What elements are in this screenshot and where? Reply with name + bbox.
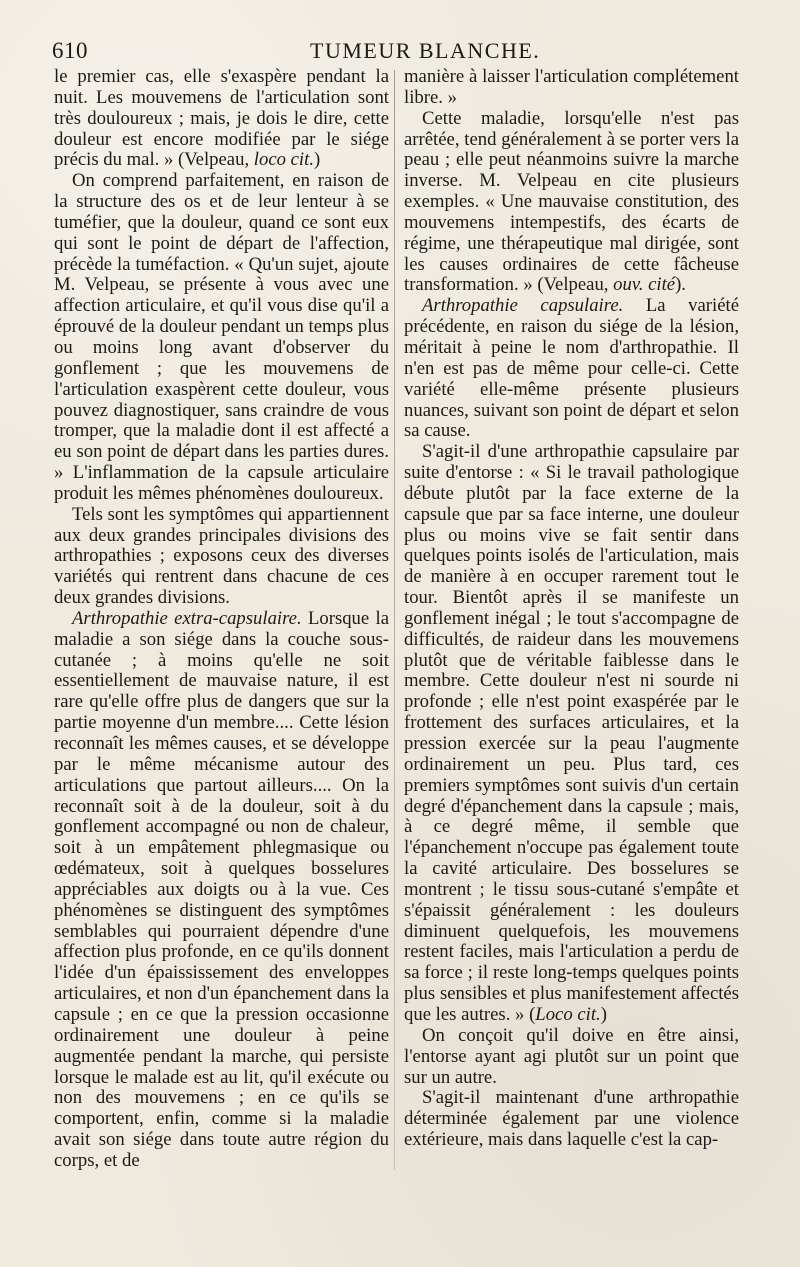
right-paragraph-2-text: Cette maladie, lorsqu'elle n'est pas arrêtée, tend généralement à se porter vers la peau ; elle peut néanmoins suivre la marche inverse. M. Velpeau en cite plusieurs exemples. « Une mauvaise constitution, des mouvemens intempestifs, des écarts de régime, une thérapeutique mal dirigée, sont les causes ordinaires de cette fâcheuse transformation. » (Velpeau, [404,107,739,296]
right-paragraph-4-text: S'agit-il d'une arthropathie capsulaire par suite d'entorse : « Si le travail pathologique débute plutôt par la face externe de la capsule que par sa face interne, une douleur plus ou moins vive se fait sentir dans quelques points isolés de l'articulation, mais de manière à en occuper rarement tout le tour. Bientôt après il se manifeste un gonflement inégal ; le tout s'accompagne de difficultés, de raideur dans les mouvemens plutôt que de véritable faiblesse dans le membre. Cette douleur n'est ni sourde ni profonde ; elle n'est point exaspérée par le frottement des surfaces articulaires, et la pression exercée sur la peau l'augmente ordinairement un peu. Plus tard, ces premiers symptômes sont suivis d'un certain degré d'épanchement dans la capsule ; mais, à ce degré même, il semble que l'épanchement n'occupe pas également toute la cavité articulaire. Des bosselures se montrent ; le tissu sous-cutané s'empâte et s'épaissit généralement : les douleurs diminuent quelquefois, les mouvemens restent faciles, mais l'articulation a perdu de sa force ; il reste long-temps quelques points plus sensibles et plus manifestement affectés que les autres. » ( [404,441,739,1025]
left-paragraph-2: On comprend parfaitement, en raison de la structure des os et de leur lenteur à se tuméfier, que la douleur, quand ce sont eux qui sont le point de départ de l'affection, précède la tuméfaction. « Qu'un sujet, ajoute M. Velpeau, se présente à vous avec une affection articulaire, et qu'il vous dise qu'il a éprouvé de la douleur pendant un temps plus ou moins long avant d'observer du gonflement ; que les mouvemens de l'articulation exaspèrent cette douleur, vous pouvez diagnostiquer, sans craindre de vous tromper, que la maladie dont il est affecté a eu son point de départ dans les parties dures. » L'inflammation de la capsule articulaire produit les mêmes phénomènes douloureux. [54,170,389,504]
right-paragraph-3-text: La variété précédente, en raison du siége de la lésion, méritait à peine le nom d'arthropathie. Il n'en est pas de même pour celle-ci. Cette variété elle-même présente plusieurs nuances, suivant son point de départ et selon sa cause. [404,295,739,442]
right-paragraph-4 [404,442,739,1026]
right-paragraph-3 [404,296,739,442]
right-citation-1-end: ). [675,274,686,296]
section-heading-capsulaire: Arthropathie capsulaire. [422,295,624,317]
right-paragraph-1: manière à laisser l'articulation complétement libre. » [404,67,739,108]
right-citation-1: ouv. cité [613,274,676,296]
left-paragraph-1 [54,67,389,171]
left-paragraph-4-text: Lorsque la maladie a son siége dans la couche sous-cutanée ; à moins qu'elle ne soit essentiellement de mauvaise nature, il est rare qu'elle offre plus de dangers que sur la partie moyenne d'un membre.... Cette lésion reconnaît les mêmes causes, et se développe par le même mécanisme autour des articulations que partout ailleurs.... On la reconnaît soit à de la douleur, soit à du gonflement accompagné ou non de chaleur, soit à un empâtement phlegmasique ou œdémateux, soit à quelques bosselures appréciables aux doigts ou à la vue. Ces phénomènes se distinguent des symptômes semblables qui pourraient dépendre d'une affection plus profonde, en ce qu'ils donnent l'idée d'un épaississement des enveloppes articulaires, et non d'un épanchement dans la capsule ; en ce que la pression occasionne ordinairement une douleur à peine augmentée pendant la marche, qui persiste lorsque le malade est au lit, qu'il exécute ou non des mouvemens ; en ce qu'ils se comportent, enfin, comme si la maladie avait son siége dans toute autre région du corps, et de [54,607,389,1171]
right-paragraph-2 [404,109,739,297]
right-column [404,67,739,1151]
right-citation-2-end: ) [600,1003,607,1025]
left-citation: loco cit. [253,149,314,171]
left-citation-end: ) [314,149,321,171]
column-divider [394,70,395,1170]
right-paragraph-6: S'agit-il maintenant d'une arthropathie déterminée également par une violence extérieure, mais dans laquelle c'est la cap- [404,1087,739,1151]
left-paragraph-3: Tels sont les symptômes qui appartiennent aux deux grandes principales divisions des arthropathies ; exposons ceux des diverses variétés qui rentrent dans chacune de ces deux grandes divisions. [54,503,389,609]
left-column [54,67,389,1172]
page-number: 610 [52,38,88,63]
left-paragraph-4 [54,609,389,1172]
page-header [52,38,745,66]
section-heading-extra-capsulaire: Arthropathie extra-capsulaire. [72,607,302,629]
running-title: TUMEUR BLANCHE. [310,38,541,63]
left-paragraph-1-text: le premier cas, elle s'exaspère pendant la nuit. Les mouvemens de l'articulation sont très douloureux ; mais, je dois le dire, cette douleur est encore modifiée par le siége précis du mal. » (Velpeau, [54,67,389,171]
right-citation-2: Loco cit. [535,1003,601,1025]
right-paragraph-5: On conçoit qu'il doive en être ainsi, l'entorse ayant agi plutôt sur un point que sur un autre. [404,1024,739,1088]
